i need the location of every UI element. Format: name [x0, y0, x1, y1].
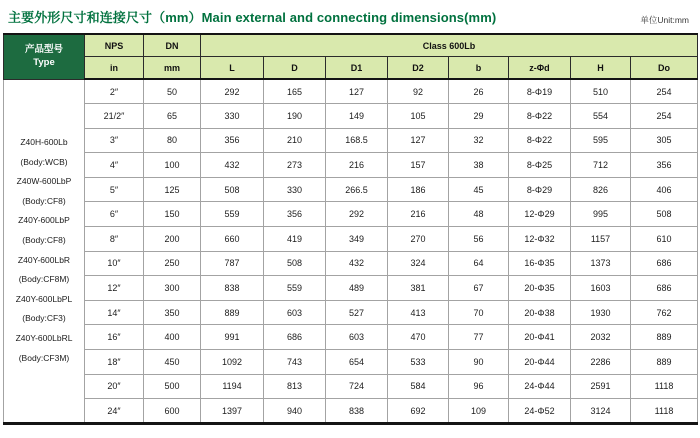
table-cell: 67 [449, 276, 509, 301]
col-header-mm: mm [144, 57, 201, 80]
col-header-dn: DN [144, 34, 201, 57]
table-row [4, 104, 698, 129]
table-row [4, 128, 698, 153]
table-cell: 508 [264, 251, 326, 276]
table-cell: 324 [388, 251, 449, 276]
table-cell: 2591 [571, 374, 631, 399]
table-cell: 4″ [85, 153, 144, 178]
product-type-line: (Body:CF3) [22, 313, 66, 324]
table-cell: 991 [201, 325, 264, 350]
table-cell: 8-Φ22 [509, 104, 571, 129]
table-cell: 510 [571, 79, 631, 104]
table-cell: 125 [144, 177, 201, 202]
table-cell: 603 [264, 300, 326, 325]
table-cell: 686 [631, 251, 698, 276]
table-header [4, 34, 698, 79]
product-type-line: (Body:CF8) [22, 195, 66, 206]
table-cell: 127 [388, 128, 449, 153]
table-cell: 157 [388, 153, 449, 178]
table-cell: 330 [264, 177, 326, 202]
table-cell: 254 [631, 79, 698, 104]
table-cell: 29 [449, 104, 509, 129]
table-cell: 26 [449, 79, 509, 104]
table-cell: 356 [631, 153, 698, 178]
table-cell: 356 [201, 128, 264, 153]
type-column-header-en: Type [33, 56, 55, 68]
product-type-line: (Body:CF8) [22, 235, 66, 246]
table-cell: 838 [326, 399, 388, 424]
table-cell: 554 [571, 104, 631, 129]
table-cell: 1118 [631, 399, 698, 424]
table-row [4, 251, 698, 276]
table-cell: 77 [449, 325, 509, 350]
table-cell: 450 [144, 350, 201, 375]
table-cell: 14″ [85, 300, 144, 325]
table-cell: 1373 [571, 251, 631, 276]
table-cell: 889 [201, 300, 264, 325]
table-row [4, 202, 698, 227]
table-cell: 432 [201, 153, 264, 178]
table-cell: 32 [449, 128, 509, 153]
table-cell: 508 [201, 177, 264, 202]
table-cell: 940 [264, 399, 326, 424]
table-cell: 38 [449, 153, 509, 178]
table-cell: 406 [631, 177, 698, 202]
table-cell: 743 [264, 350, 326, 375]
col-header-z-phi-d: z-Φd [509, 57, 571, 80]
table-body [4, 79, 698, 423]
col-header-d1: D1 [326, 57, 388, 80]
table-cell: 595 [571, 128, 631, 153]
table-cell: 8-Φ29 [509, 177, 571, 202]
table-cell: 3″ [85, 128, 144, 153]
product-type-line: Z40Y-600LbPL [15, 293, 73, 304]
table-cell: 270 [388, 227, 449, 252]
col-header-in: in [85, 57, 144, 80]
product-type-line: (Body:WCB) [20, 156, 68, 167]
col-header-l: L [201, 57, 264, 80]
table-cell: 2032 [571, 325, 631, 350]
type-column-header [4, 34, 85, 79]
table-cell: 330 [201, 104, 264, 129]
table-cell: 8-Φ22 [509, 128, 571, 153]
table-cell: 413 [388, 300, 449, 325]
type-column-header-zh: 产品型号 [24, 44, 63, 56]
table-row [4, 399, 698, 424]
table-row [4, 300, 698, 325]
table-cell: 96 [449, 374, 509, 399]
table-cell: 292 [201, 79, 264, 104]
product-type-line: Z40W-600LbP [16, 176, 72, 187]
table-cell: 70 [449, 300, 509, 325]
table-cell: 18″ [85, 350, 144, 375]
table-cell: 2286 [571, 350, 631, 375]
table-cell: 216 [388, 202, 449, 227]
header-row-subcolumns [4, 57, 698, 80]
table-cell: 100 [144, 153, 201, 178]
product-type-cell [4, 79, 85, 423]
table-cell: 724 [326, 374, 388, 399]
table-cell: 6″ [85, 202, 144, 227]
table-cell: 2″ [85, 79, 144, 104]
table-row [4, 153, 698, 178]
product-type-line: Z40H-600Lb [20, 137, 68, 148]
table-cell: 889 [631, 350, 698, 375]
table-cell: 8-Φ19 [509, 79, 571, 104]
col-header-b: b [449, 57, 509, 80]
table-cell: 432 [326, 251, 388, 276]
table-cell: 610 [631, 227, 698, 252]
col-header-nps: NPS [85, 34, 144, 57]
table-cell: 559 [264, 276, 326, 301]
table-cell: 1603 [571, 276, 631, 301]
table-cell: 45 [449, 177, 509, 202]
table-cell: 1397 [201, 399, 264, 424]
table-cell: 65 [144, 104, 201, 129]
table-cell: 90 [449, 350, 509, 375]
col-header-d: D [264, 57, 326, 80]
table-cell: 686 [631, 276, 698, 301]
table-cell: 470 [388, 325, 449, 350]
table-cell: 1118 [631, 374, 698, 399]
table-cell: 12-Φ32 [509, 227, 571, 252]
table-cell: 186 [388, 177, 449, 202]
table-cell: 349 [326, 227, 388, 252]
table-cell: 216 [326, 153, 388, 178]
table-cell: 200 [144, 227, 201, 252]
table-row [4, 374, 698, 399]
product-type-line: (Body:CF3M) [18, 352, 70, 363]
product-type-line: Z40Y-600LbR [17, 254, 71, 265]
product-type-line: Z40Y-600LbP [18, 215, 70, 226]
table-row [4, 325, 698, 350]
table-cell: 64 [449, 251, 509, 276]
col-header-h: H [571, 57, 631, 80]
product-type-line: Z40Y-600LbRL [15, 333, 73, 344]
table-cell: 381 [388, 276, 449, 301]
table-cell: 149 [326, 104, 388, 129]
table-cell: 813 [264, 374, 326, 399]
table-cell: 56 [449, 227, 509, 252]
table-cell: 109 [449, 399, 509, 424]
table-cell: 10″ [85, 251, 144, 276]
table-cell: 508 [631, 202, 698, 227]
col-header-d2: D2 [388, 57, 449, 80]
table-cell: 250 [144, 251, 201, 276]
col-header-do: Do [631, 57, 698, 80]
header-row-groups [4, 34, 698, 57]
page-title: 主要外形尺寸和连接尺寸（mm）Main external and connecting dimensions(mm) [8, 10, 497, 25]
table-cell: 20-Φ41 [509, 325, 571, 350]
table-cell: 889 [631, 325, 698, 350]
table-cell: 48 [449, 202, 509, 227]
table-cell: 356 [264, 202, 326, 227]
table-cell: 8″ [85, 227, 144, 252]
table-cell: 12-Φ29 [509, 202, 571, 227]
table-cell: 24-Φ52 [509, 399, 571, 424]
table-cell: 300 [144, 276, 201, 301]
table-cell: 16″ [85, 325, 144, 350]
table-cell: 12″ [85, 276, 144, 301]
table-cell: 527 [326, 300, 388, 325]
table-cell: 686 [264, 325, 326, 350]
table-cell: 1092 [201, 350, 264, 375]
table-cell: 826 [571, 177, 631, 202]
table-cell: 533 [388, 350, 449, 375]
table-cell: 21/2″ [85, 104, 144, 129]
table-cell: 600 [144, 399, 201, 424]
table-cell: 190 [264, 104, 326, 129]
table-cell: 1157 [571, 227, 631, 252]
table-cell: 995 [571, 202, 631, 227]
table-cell: 489 [326, 276, 388, 301]
table-cell: 24″ [85, 399, 144, 424]
table-cell: 20-Φ38 [509, 300, 571, 325]
table-cell: 350 [144, 300, 201, 325]
table-cell: 559 [201, 202, 264, 227]
table-cell: 500 [144, 374, 201, 399]
table-cell: 584 [388, 374, 449, 399]
table-cell: 8-Φ25 [509, 153, 571, 178]
table-cell: 692 [388, 399, 449, 424]
table-cell: 654 [326, 350, 388, 375]
table-cell: 266.5 [326, 177, 388, 202]
table-cell: 1194 [201, 374, 264, 399]
title-row [8, 7, 693, 26]
table-cell: 80 [144, 128, 201, 153]
table-cell: 712 [571, 153, 631, 178]
dimensions-table [3, 33, 698, 425]
table-cell: 419 [264, 227, 326, 252]
table-cell: 762 [631, 300, 698, 325]
table-cell: 5″ [85, 177, 144, 202]
table-cell: 92 [388, 79, 449, 104]
table-cell: 127 [326, 79, 388, 104]
table-cell: 603 [326, 325, 388, 350]
table-cell: 150 [144, 202, 201, 227]
table-cell: 20-Φ35 [509, 276, 571, 301]
table-cell: 20-Φ44 [509, 350, 571, 375]
table-cell: 105 [388, 104, 449, 129]
table-cell: 838 [201, 276, 264, 301]
table-cell: 3124 [571, 399, 631, 424]
table-cell: 1930 [571, 300, 631, 325]
table-cell: 50 [144, 79, 201, 104]
table-cell: 400 [144, 325, 201, 350]
col-header-class600lb: Class 600Lb [201, 34, 698, 57]
table-row [4, 227, 698, 252]
table-row [4, 350, 698, 375]
table-cell: 273 [264, 153, 326, 178]
table-cell: 660 [201, 227, 264, 252]
unit-note: 单位Unit:mm [640, 15, 689, 25]
table-cell: 165 [264, 79, 326, 104]
table-row [4, 177, 698, 202]
table-cell: 787 [201, 251, 264, 276]
product-type-line: (Body:CF8M) [18, 274, 70, 285]
table-cell: 254 [631, 104, 698, 129]
table-cell: 24-Φ44 [509, 374, 571, 399]
table-cell: 305 [631, 128, 698, 153]
table-cell: 292 [326, 202, 388, 227]
table-row [4, 276, 698, 301]
table-cell: 168.5 [326, 128, 388, 153]
table-cell: 210 [264, 128, 326, 153]
table-cell: 16-Φ35 [509, 251, 571, 276]
table-cell: 20″ [85, 374, 144, 399]
table-row [4, 79, 698, 104]
